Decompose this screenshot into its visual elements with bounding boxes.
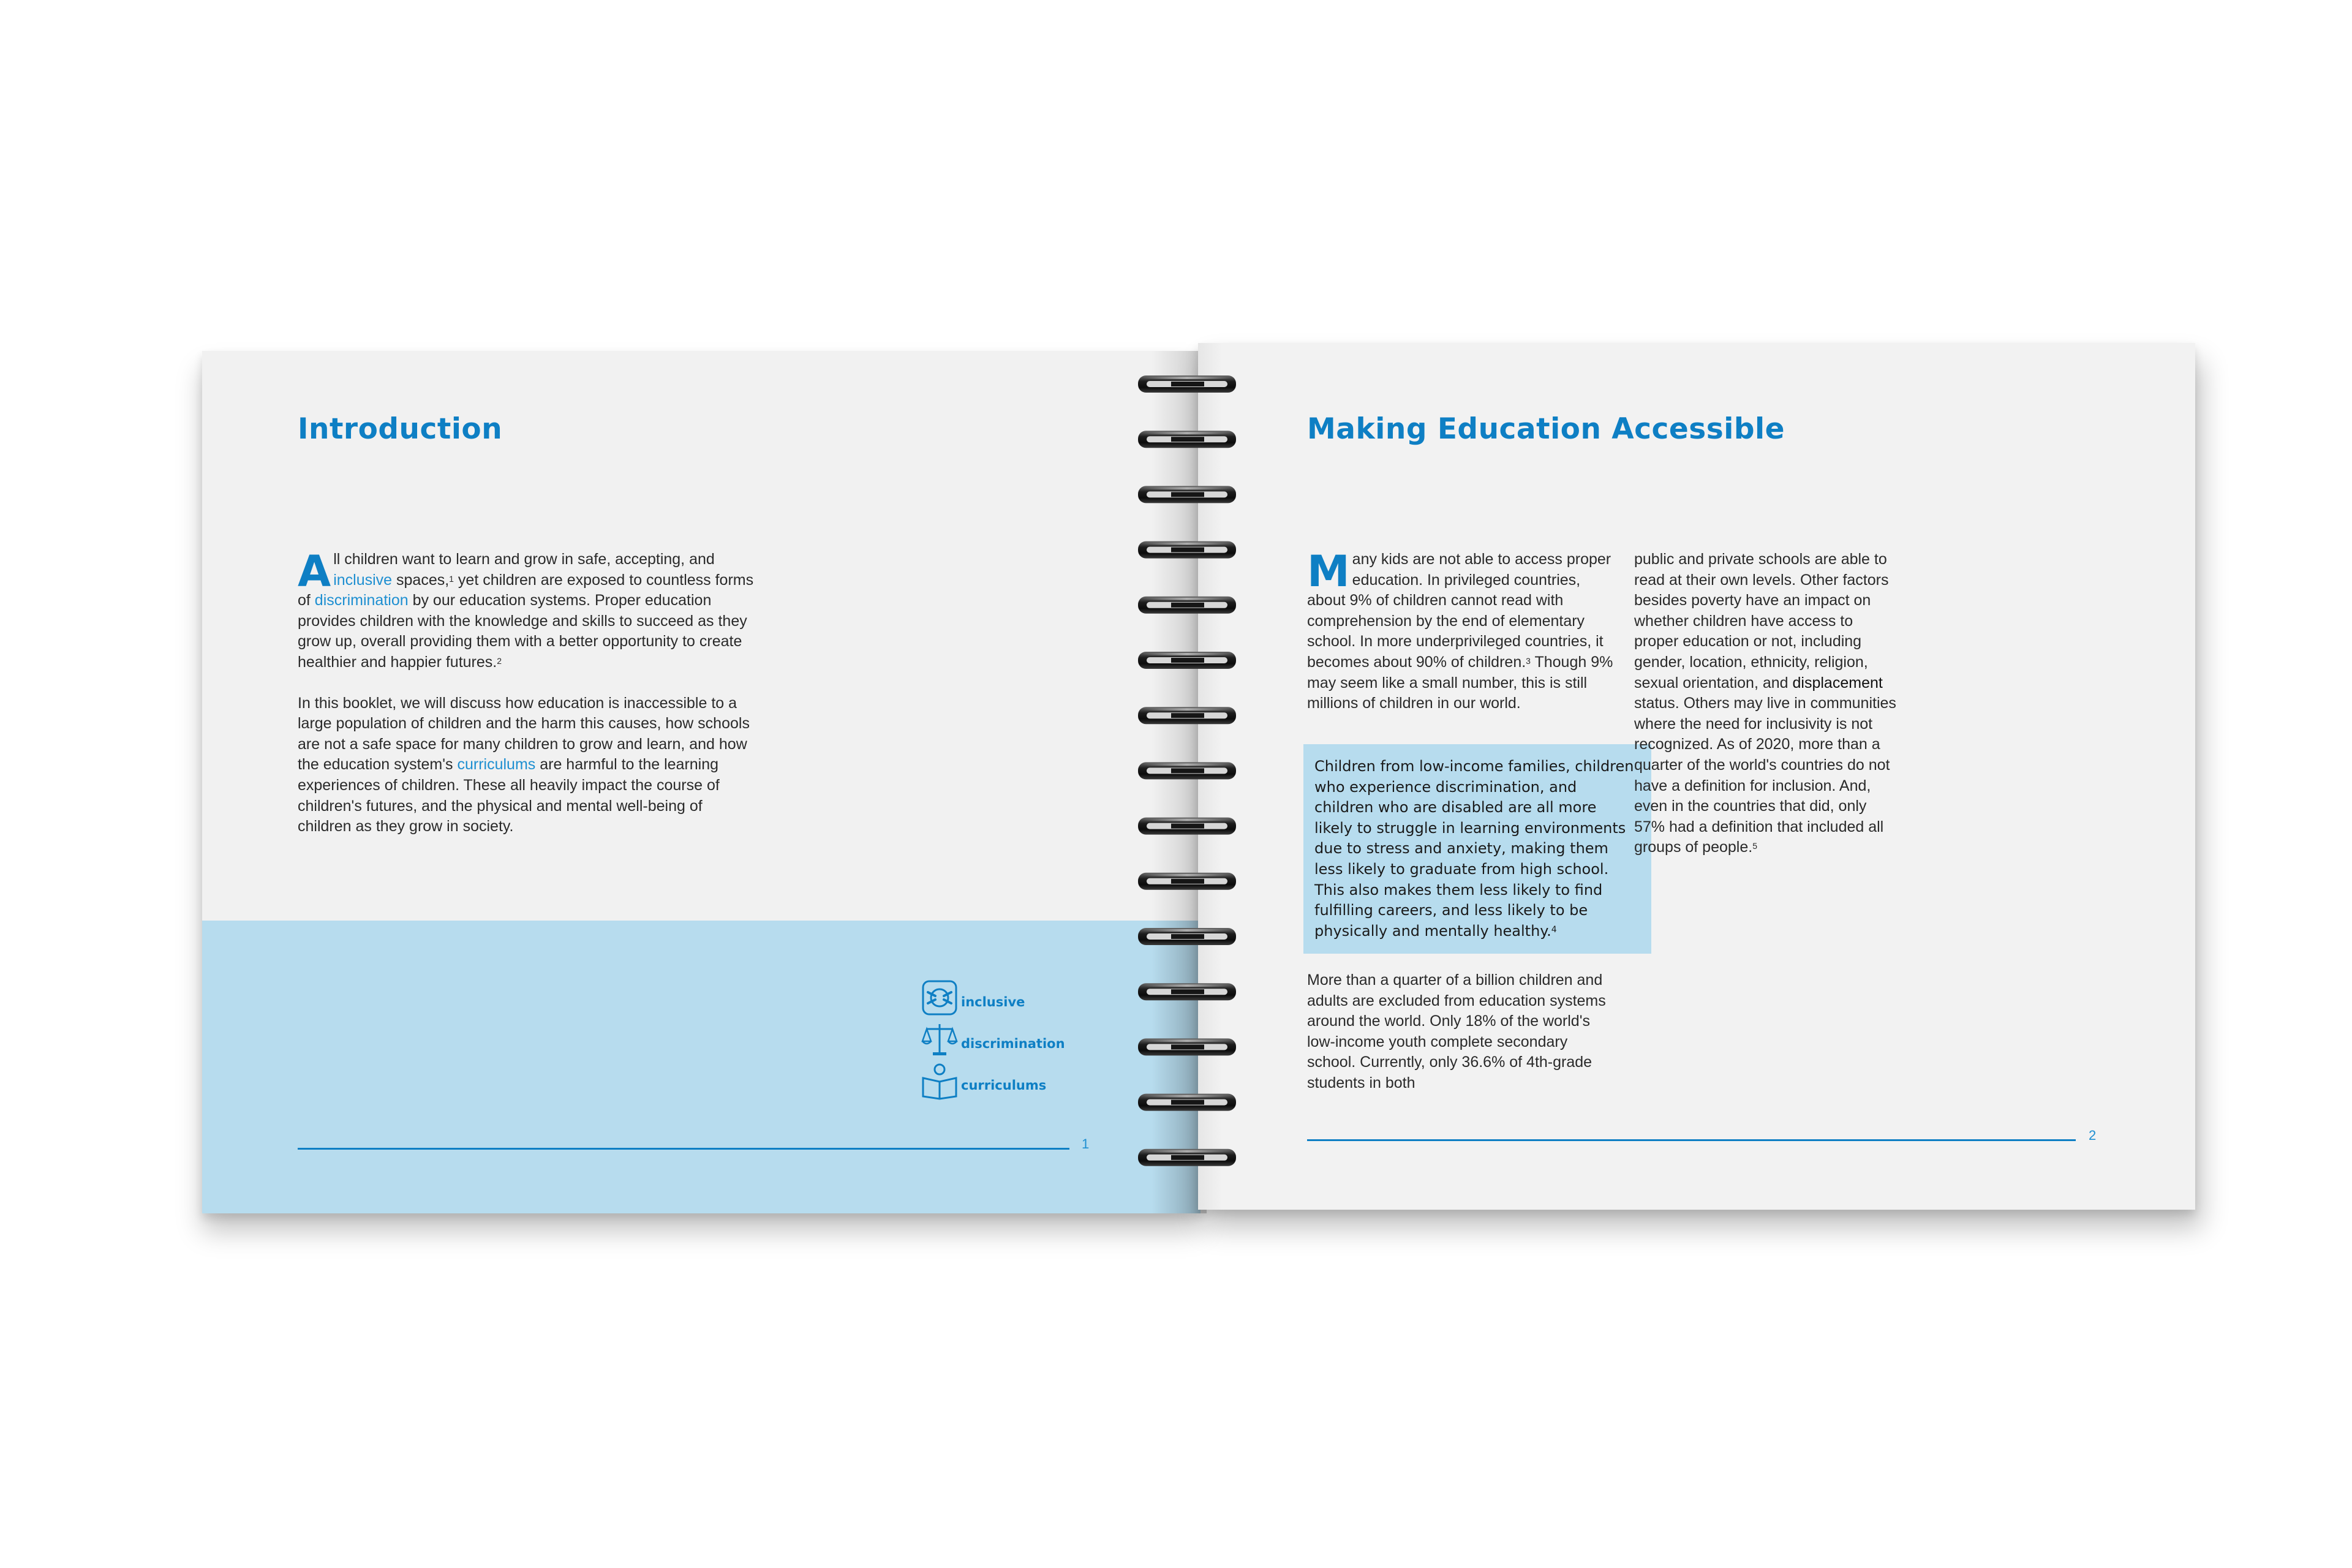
reading-person-icon [921,1062,959,1100]
col1-p1-text-1: any kids are not able to access proper education. In privileged countries, about 9% of children cannot read with comprehension by the end of elementary school. In more underprivileged countries, it becomes about 90% of children. [1307,551,1611,671]
column-1 [1307,546,1613,714]
legend-label-curriculums: curriculums [961,1078,1047,1093]
footnote-ref-1: 1 [449,573,454,584]
intro-dropcap: A [298,546,331,597]
callout-text [1314,756,1639,941]
page-number-2: 2 [2089,1128,2097,1143]
intro-paragraph-2 [298,693,757,837]
legend-item-curriculums[interactable] [921,1062,1046,1100]
column-1-lower [1307,970,1613,1094]
footnote-ref-5: 5 [1752,841,1757,851]
col2-text-2: status. Others may live in communities where the need for inclusivity is not recognized. As of 2020, more than a quarter of the world's countries do not have a definition for inclusion. And, even in the countries that did, only 57% had a definition that included all groups of people. [1634,695,1896,856]
footnote-ref-3: 3 [1526,655,1531,666]
column-1-paragraph-1 [1307,546,1613,714]
intro-paragraph-1 [298,546,757,673]
left-page-title: Introduction [298,412,503,446]
inclusive-link[interactable]: inclusive [333,571,393,589]
right-footer-rule [1307,1139,2076,1141]
intro-p1-text-4: by our education systems. Proper education provides children with the knowledge and skills to succeed as they grow up, overall providing them with a better opportunity to create healthier and happier futures. [298,592,747,671]
left-page-blue-band [202,921,1200,1213]
intro-p1-text-2: spaces, [392,571,450,589]
curriculums-link[interactable]: curriculums [457,756,536,774]
intro-p2-text-1: In this booklet, we will discuss how education is inaccessible to a large population of children and the harm this causes, how schools are not a safe space for many children to grow and learn, and how the education system's [298,694,750,774]
legend-label-discrimination: discrimination [961,1036,1065,1051]
intro-p1-text-1: ll children want to learn and grow in safe, accepting, and [333,551,715,568]
scales-icon [921,1020,959,1058]
legend-label-inclusive: inclusive [961,995,1025,1009]
hands-circle-icon [921,979,959,1017]
col1-p1-text-2: Though 9% may seem like a small number, this is still millions of children in our world. [1307,653,1613,712]
discrimination-link[interactable]: discrimination [314,592,409,609]
page-number-1: 1 [1082,1136,1090,1152]
col2-text-1: public and private schools are able to read at their own levels. Other factors besides poverty have an impact on whether children have access to proper education or not, including gender, location, ethnicity, religion, sexual orientation, and [1634,551,1889,692]
intro-p2-text-2: are harmful to the learning experiences of children. These all heavily impact the course of children's futures, and the physical and mental well-being of children as they grow in society. [298,756,720,835]
legend-item-inclusive[interactable] [921,979,1025,1017]
footnote-ref-2: 2 [497,655,502,666]
accessible-dropcap: M [1307,546,1350,597]
left-footer-rule [298,1148,1069,1150]
column-2 [1634,549,1896,858]
left-page [202,351,1200,1213]
callout-box [1303,744,1651,954]
column-1-paragraph-2: More than a quarter of a billion children and adults are excluded from education systems around the world. Only 18% of the world's low-income youth complete secondary school. Currently, only 36.6% of 4th-grade students in both [1307,971,1606,1091]
column-2-paragraph-1 [1634,549,1896,858]
footnote-ref-4: 4 [1551,924,1557,935]
right-page-title: Making Education Accessible [1307,412,1785,446]
intro-body [298,546,757,837]
callout-body: Children from low-income families, children who experience discrimination, and children who are disabled are all more likely to struggle in learning environments due to stress and anxiety, making them less likely to graduate from high school. This also makes them less likely to find fulfilling careers, and less likely to be physically and mentally healthy. [1314,758,1634,940]
intro-p1-text-3: yet children are exposed to countless forms of [298,571,754,609]
right-page [1198,343,2195,1210]
displacement-term: displacement [1792,674,1883,692]
legend-item-discrimination[interactable] [921,1020,1065,1058]
